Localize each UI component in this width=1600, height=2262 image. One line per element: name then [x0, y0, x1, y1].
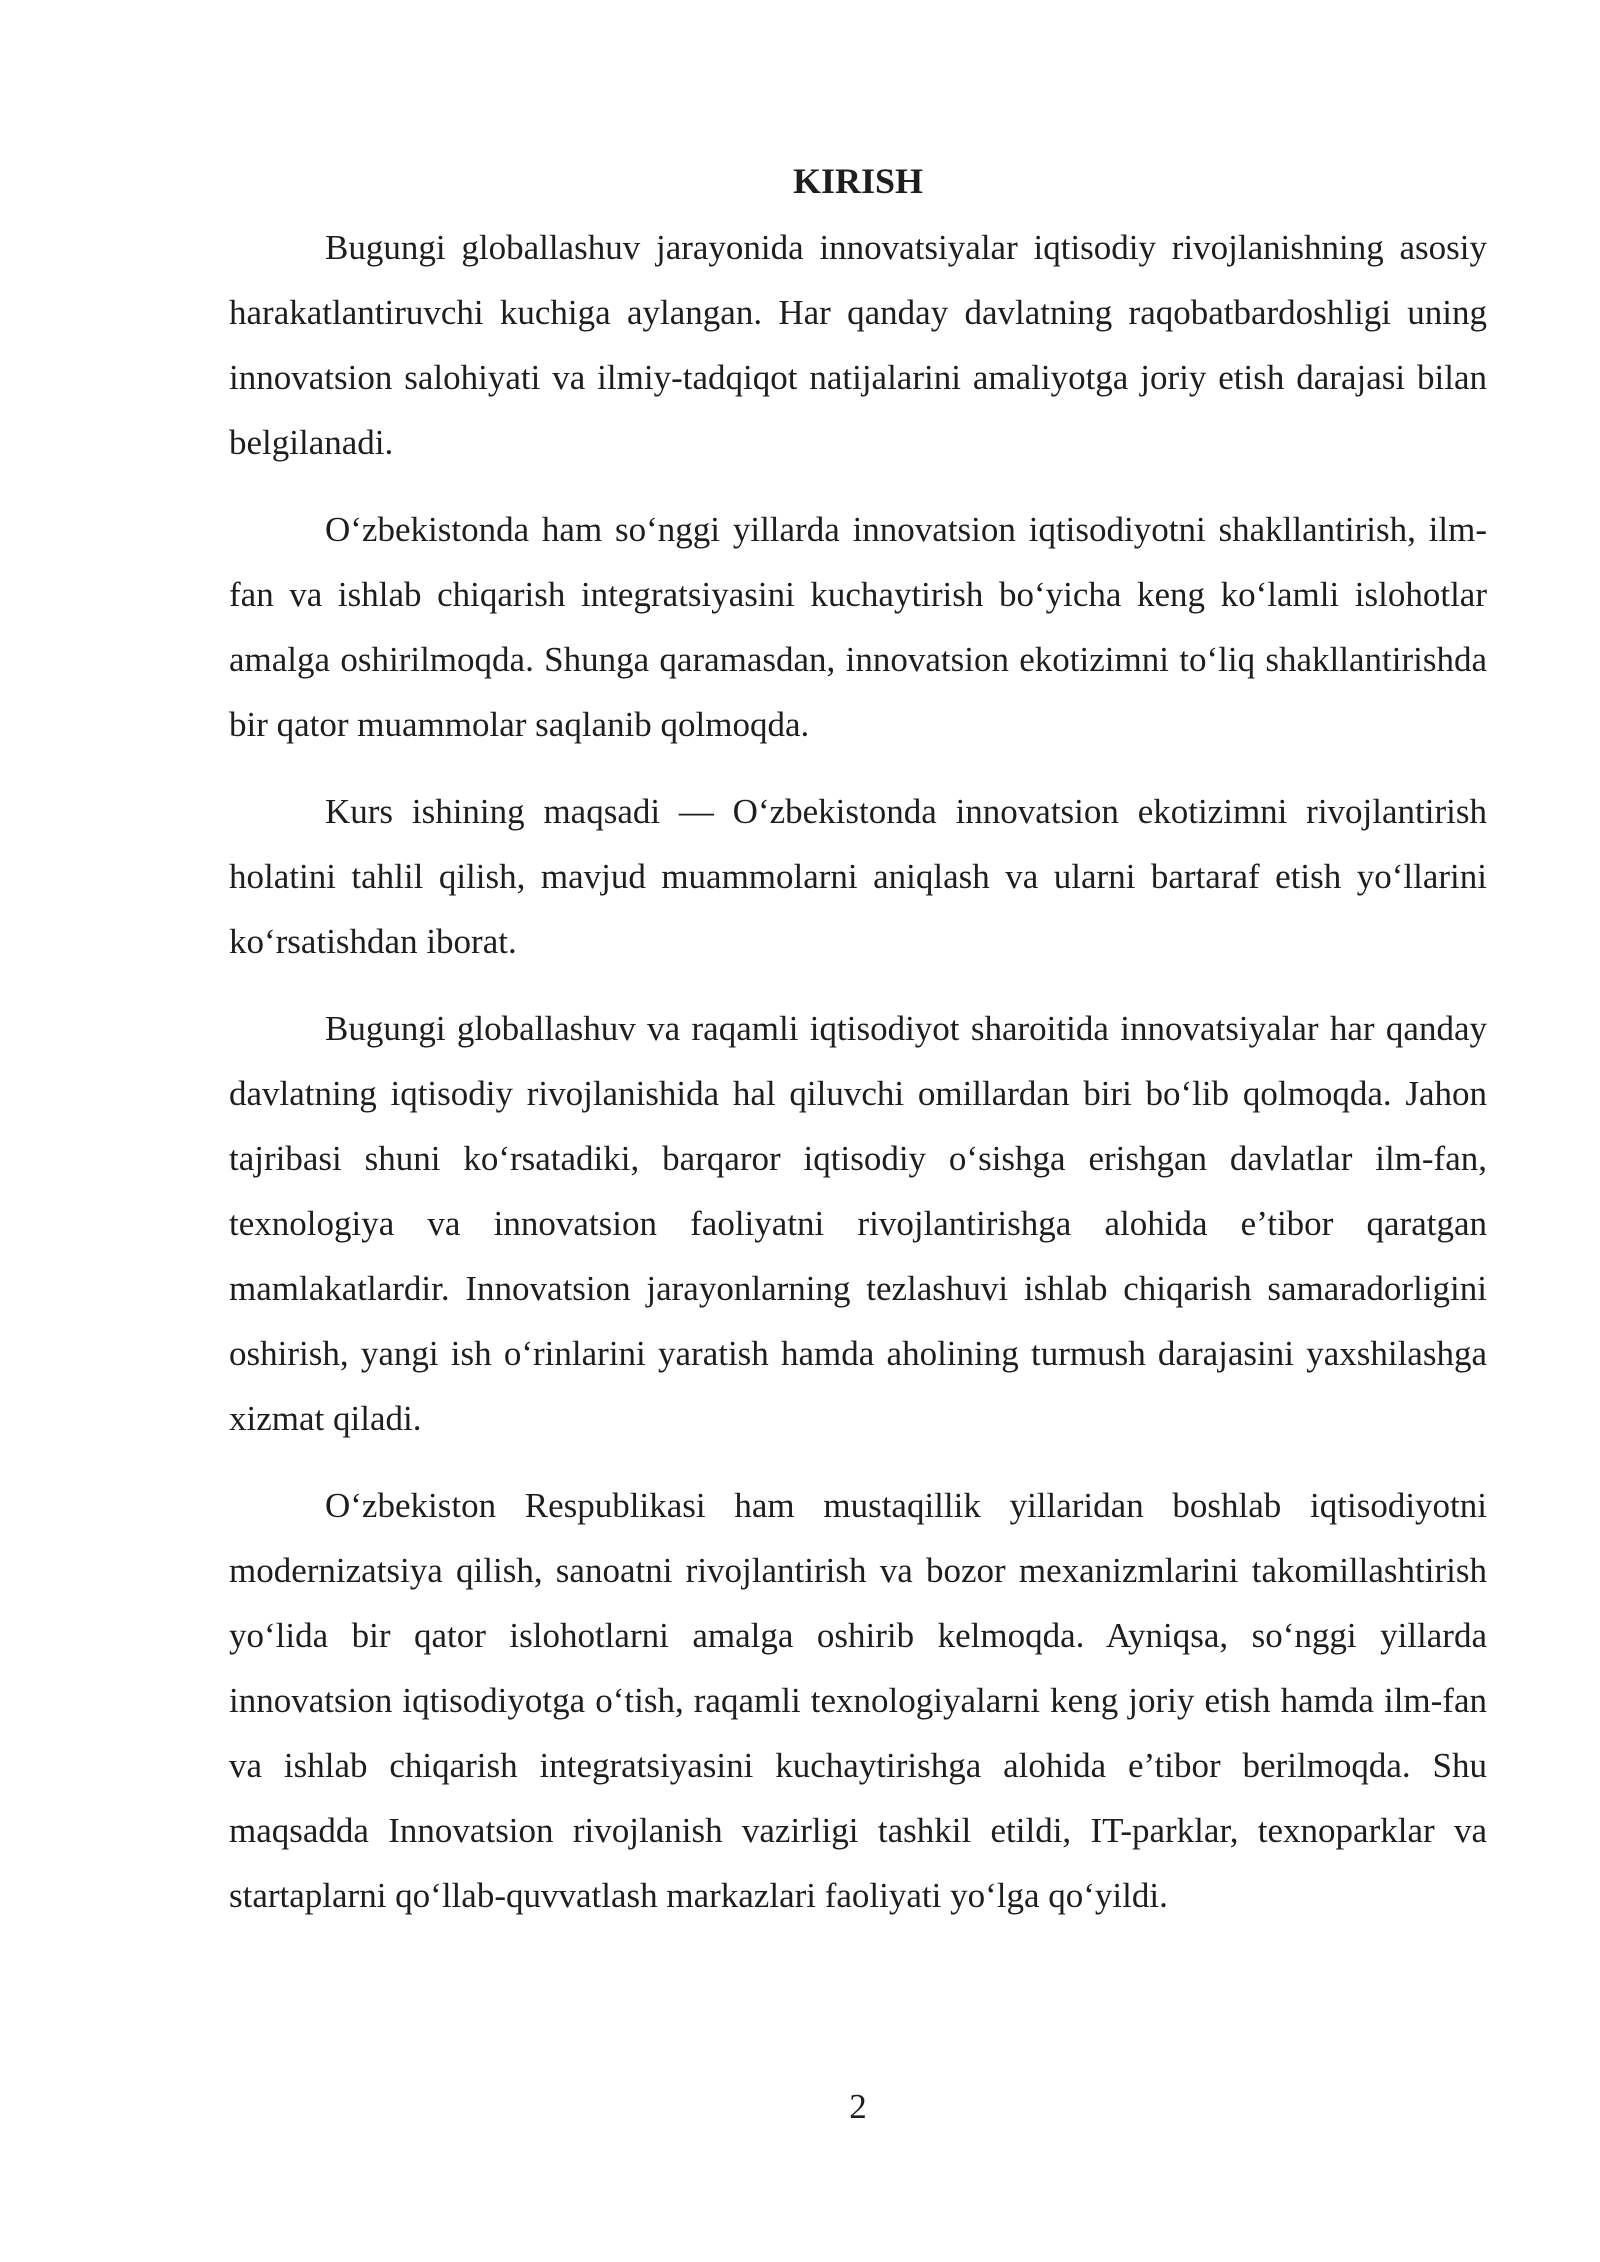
paragraph-1: Bugungi globallashuv jarayonida innovatsiyalar iqtisodiy rivojlanishning asosiy harakatlantiruvchi kuchiga aylangan. Har qanday davlatning raqobatbardoshligi uning innovatsion salohiyati va ilmiy-tadqiqot natijalarini amaliyotga joriy etish darajasi bilan belgilanadi. [229, 228, 1487, 462]
paragraph-2: O‘zbekistonda ham so‘nggi yillarda innovatsion iqtisodiyotni shakllantirish, ilm-fan va ishlab chiqarish integratsiyasini kuchaytirish bo‘yicha keng ko‘lamli islohotlar amalga oshirilmoqda. Shunga qaramasdan, innovatsion ekotizimni to‘liq shakllantirishda bir qator muammolar saqlanib qolmoqda. [229, 510, 1487, 744]
page-title: KIRISH [792, 161, 924, 201]
page-number: 2 [849, 2087, 867, 2126]
document-body [229, 215, 1487, 1950]
paragraph-4: Bugungi globallashuv va raqamli iqtisodiyot sharoitida innovatsiyalar har qanday davlatning iqtisodiy rivojlanishida hal qiluvchi omillardan biri bo‘lib qolmoqda. Jahon tajribasi shuni ko‘rsatadiki, barqaror iqtisodiy o‘sishga erishgan davlatlar ilm-fan, texnologiya va innovatsion faoliyatni rivojlantirishga alohida e’tibor qaratgan mamlakatlardir. Innovatsion jarayonlarning tezlashuvi ishlab chiqarish samaradorligini oshirish, yangi ish o‘rinlarini yaratish hamda aholining turmush darajasini yaxshilashga xizmat qiladi. [229, 1009, 1487, 1438]
paragraph-5: O‘zbekiston Respublikasi ham mustaqillik yillaridan boshlab iqtisodiyotni modernizatsiya qilish, sanoatni rivojlantirish va bozor mexanizmlarini takomillashtirish yo‘lida bir qator islohotlarni amalga oshirib kelmoqda. Ayniqsa, so‘nggi yillarda innovatsion iqtisodiyotga o‘tish, raqamli texnologiyalarni keng joriy etish hamda ilm-fan va ishlab chiqarish integratsiyasini kuchaytirishga alohida e’tibor berilmoqda. Shu maqsadda Innovatsion rivojlanish vazirligi tashkil etildi, IT-parklar, texnoparklar va startaplarni qo‘llab-quvvatlash markazlari faoliyati yo‘lga qo‘yildi. [229, 1486, 1487, 1915]
paragraph-3: Kurs ishining maqsadi — O‘zbekistonda innovatsion ekotizimni rivojlantirish holatini tahlil qilish, mavjud muammolarni aniqlash va ularni bartaraf etish yo‘llarini ko‘rsatishdan iborat. [229, 792, 1487, 961]
